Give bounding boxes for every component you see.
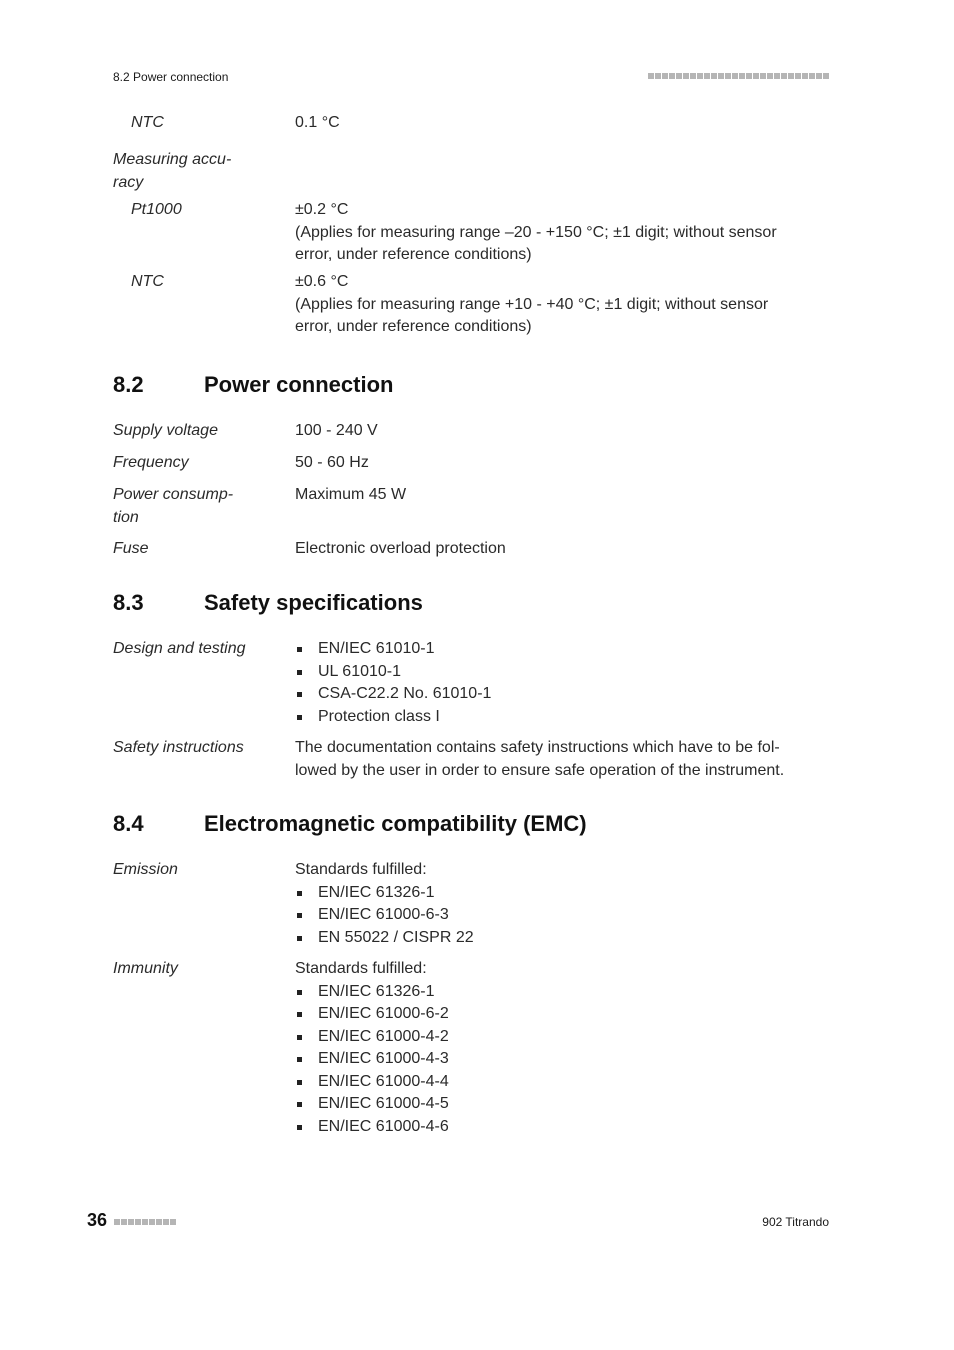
- product-name: 902 Titrando: [762, 1215, 829, 1229]
- spec-label: Supply voltage: [113, 422, 218, 439]
- spec-label-line: Measuring accu-: [113, 151, 232, 168]
- spec-label: NTC: [131, 273, 164, 290]
- spec-value: 50 - 60 Hz: [295, 454, 369, 471]
- section-title: Electromagnetic compatibility (EMC): [204, 811, 587, 836]
- spec-row-design-testing: [113, 638, 829, 730]
- spec-value: 100 - 240 V: [295, 422, 378, 439]
- spec-value: [295, 271, 820, 339]
- spec-row-ntc-resolution: [113, 112, 829, 136]
- spec-value: [295, 859, 820, 949]
- spec-label: Design and testing: [113, 640, 246, 657]
- spec-label: Immunity: [113, 960, 178, 977]
- value-line: lowed by the user in order to ensure safe operation of the instrument.: [295, 761, 785, 779]
- list-item: CSA-C22.2 No. 61010-1: [295, 683, 820, 706]
- spec-row-power-consumption: [113, 484, 829, 530]
- section-number: 8.2: [113, 372, 144, 397]
- spec-row-supply-voltage: [113, 420, 829, 444]
- bullet-list: [295, 882, 820, 950]
- list-item: EN/IEC 61326-1: [295, 882, 820, 905]
- spec-row-safety-instructions: [113, 737, 829, 783]
- page-number: 36: [87, 1210, 108, 1230]
- spec-label-line: tion: [113, 508, 139, 526]
- spec-value: [295, 737, 820, 782]
- spec-row-immunity: [113, 958, 829, 1140]
- spec-value: 0.1 °C: [295, 114, 340, 131]
- list-item: UL 61010-1: [295, 661, 820, 684]
- list-item: EN/IEC 61000-4-6: [295, 1116, 820, 1139]
- spec-label: Pt1000: [131, 201, 182, 218]
- spec-label: Frequency: [113, 454, 189, 471]
- list-item: EN/IEC 61000-6-2: [295, 1003, 820, 1026]
- spec-label-line: Power consump-: [113, 486, 234, 503]
- value-line: The documentation contains safety instructions which have to be fol-: [295, 739, 780, 756]
- spec-value: [295, 958, 820, 1138]
- section-number: 8.4: [113, 811, 144, 836]
- spec-value: Maximum 45 W: [295, 486, 407, 503]
- list-item: EN/IEC 61326-1: [295, 981, 820, 1004]
- list-item: Protection class I: [295, 706, 820, 729]
- value-note: error, under reference conditions): [295, 246, 532, 263]
- spec-value: [295, 638, 820, 728]
- list-item: EN/IEC 61000-4-4: [295, 1071, 820, 1094]
- bullet-list: [295, 638, 820, 728]
- bullet-list: [295, 981, 820, 1139]
- spec-row-emission: [113, 859, 829, 951]
- list-item: EN 55022 / CISPR 22: [295, 927, 820, 950]
- spec-row-fuse: [113, 538, 829, 562]
- spec-label: NTC: [131, 114, 164, 131]
- spec-label: [113, 484, 263, 529]
- spec-label: [113, 149, 263, 194]
- section-title: Power connection: [204, 372, 394, 397]
- list-intro: Standards fulfilled:: [295, 861, 427, 878]
- spec-value: [295, 199, 820, 267]
- spec-value: Electronic overload protection: [295, 540, 506, 557]
- list-intro: Standards fulfilled:: [295, 960, 427, 977]
- header-decoration: [648, 73, 829, 79]
- value-note: error, under reference conditions): [295, 318, 532, 335]
- spec-row-ntc-accuracy: [113, 271, 829, 339]
- list-item: EN/IEC 61000-4-2: [295, 1026, 820, 1049]
- list-item: EN/IEC 61000-4-3: [295, 1048, 820, 1071]
- value-main: ±0.6 °C: [295, 273, 349, 290]
- spec-label-line: racy: [113, 173, 144, 191]
- list-item: EN/IEC 61000-4-5: [295, 1093, 820, 1116]
- value-note: (Applies for measuring range –20 - +150 °C; ±1 digit; without sensor: [295, 223, 777, 241]
- spec-label: Safety instructions: [113, 739, 244, 756]
- spec-row-measuring-accuracy: [113, 149, 829, 195]
- section-title: Safety specifications: [204, 590, 423, 615]
- spec-row-frequency: [113, 452, 829, 476]
- section-number: 8.3: [113, 590, 144, 615]
- list-item: EN/IEC 61010-1: [295, 638, 820, 661]
- footer-decoration: [114, 1219, 176, 1225]
- value-note: (Applies for measuring range +10 - +40 °C; ±1 digit; without sensor: [295, 295, 769, 313]
- spec-label: Fuse: [113, 540, 149, 557]
- list-item: EN/IEC 61000-6-3: [295, 904, 820, 927]
- spec-row-pt1000-accuracy: [113, 199, 829, 267]
- spec-label: Emission: [113, 861, 178, 878]
- value-main: ±0.2 °C: [295, 201, 349, 218]
- running-header: 8.2 Power connection: [113, 70, 229, 84]
